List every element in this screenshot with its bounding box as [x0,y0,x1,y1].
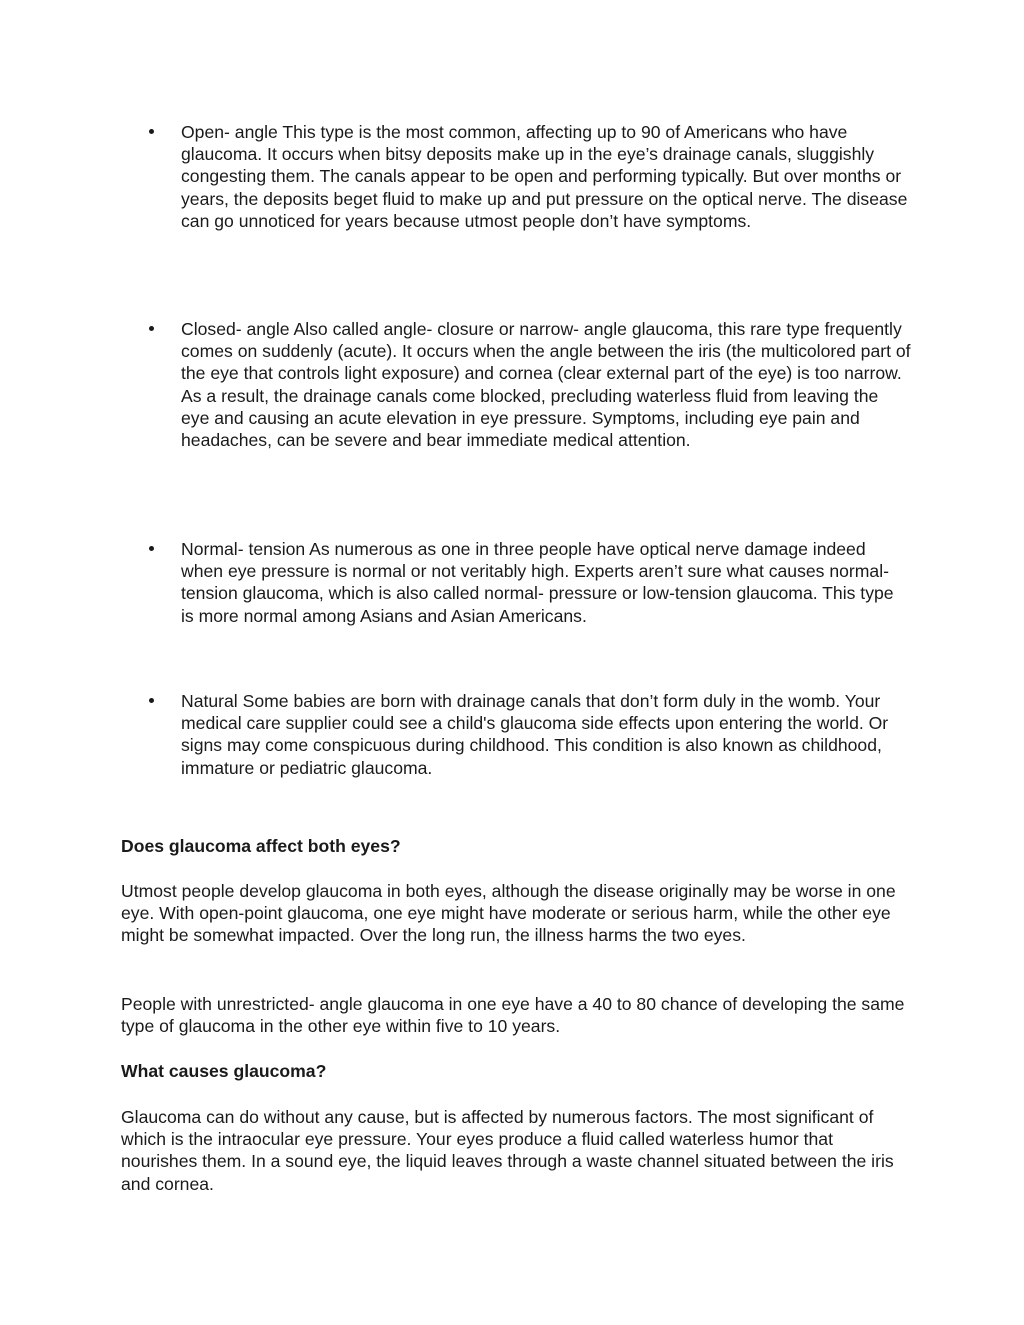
bullet-closed-angle: Closed- angle Also called angle- closure or narrow- angle glaucoma, this rare type frequently comes on suddenly (acute). It occurs when the angle between the iris (the multicolored part of the eye that controls light exposure) and cornea (clear external part of the eye) is too narrow. As a result, the drainage canals come blocked, precluding waterless fluid from leaving the eye and causing an acute elevation in eye pressure. Symptoms, including eye pain and headaches, can be severe and bear immediate medical attention. [181,319,911,451]
heading-both-eyes: Does glaucoma affect both eyes? [121,836,401,856]
bullet-marker [149,538,159,560]
heading-causes: What causes glaucoma? [121,1061,327,1081]
paragraph-both-eyes-1: Utmost people develop glaucoma in both eyes, although the disease originally may be worse in one eye. With open-point glaucoma, one eye might have moderate or serious harm, while the other eye might be somewhat impacted. Over the long run, the illness harms the two eyes. [121,881,896,946]
paragraph-both-eyes-2: People with unrestricted- angle glaucoma in one eye have a 40 to 80 chance of developing the same type of glaucoma in the other eye within five to 10 years. [121,994,905,1037]
bullet-open-angle: Open- angle This type is the most common, affecting up to 90 of Americans who have glaucoma. It occurs when bitsy deposits make up in the eye’s drainage canals, sluggishly congesting them. The canals appear to be open and performing typically. But over months or years, the deposits beget fluid to make up and put pressure on the optical nerve. The disease can go unnoticed for years because utmost people don’t have symptoms. [181,122,908,231]
bullet-marker [149,318,159,340]
bullet-marker [149,690,159,712]
bullet-normal-tension: Normal- tension As numerous as one in three people have optical nerve damage indeed when eye pressure is normal or not veritably high. Experts aren’t sure what causes normal- tension glaucoma, which is also called normal- pressure or low-tension glaucoma. This type is more normal among Asians and Asian Americans. [181,539,894,626]
bullet-marker [149,121,159,143]
bullet-natural: Natural Some babies are born with drainage canals that don’t form duly in the womb. Your medical care supplier could see a child's glaucoma side effects upon entering the world. Or signs may come conspicuous during childhood. This condition is also known as childhood, immature or pediatric glaucoma. [181,691,889,778]
paragraph-causes-1: Glaucoma can do without any cause, but is affected by numerous factors. The most significant of which is the intraocular eye pressure. Your eyes produce a fluid called waterless humor that nourishes them. In a sound eye, the liquid leaves through a waste channel situated between the iris and cornea. [121,1107,894,1194]
